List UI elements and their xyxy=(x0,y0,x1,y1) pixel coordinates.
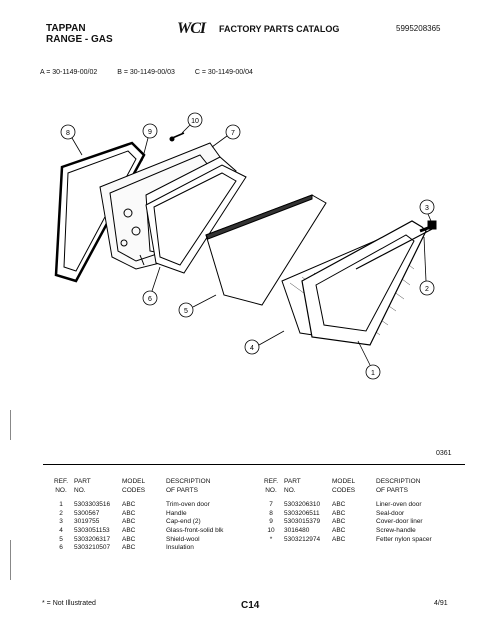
table-header-row xyxy=(258,478,432,495)
scan-artifact xyxy=(10,540,11,580)
callout-5 xyxy=(179,295,216,317)
svg-text:8: 8 xyxy=(66,130,70,137)
model-b: B = 30-1149-00/03 xyxy=(117,69,175,76)
table-row: 5 5303206317 ABC Shield-wool xyxy=(59,535,200,543)
wci-logo: WCI xyxy=(177,20,206,37)
revision-date: 4/91 xyxy=(434,600,448,607)
model-list xyxy=(40,69,271,76)
product-line: RANGE - GAS xyxy=(46,34,113,45)
table-header-row xyxy=(48,478,223,495)
table-row: 8 5303206511 ABC Seal-door xyxy=(269,509,405,517)
table-row: 7 5303206310 ABC Liner-oven door xyxy=(269,501,422,509)
header-ref: REF. NO. xyxy=(53,478,69,494)
header-part: PART NO. xyxy=(284,478,301,494)
scan-artifact xyxy=(10,410,11,440)
not-illustrated-note: * = Not Illustrated xyxy=(42,600,96,607)
table-row: 3 3019755 ABC Cap-end (2) xyxy=(59,518,201,526)
model-a: A = 30-1149-00/02 xyxy=(40,69,98,76)
svg-text:3: 3 xyxy=(425,205,429,212)
brand-block xyxy=(46,23,113,45)
header-model: MODEL CODES xyxy=(332,478,356,494)
svg-text:1: 1 xyxy=(371,370,375,377)
header-desc: DESCRIPTION OF PARTS xyxy=(166,478,211,494)
header-part: PART NO. xyxy=(74,478,91,494)
callout-1 xyxy=(358,341,380,379)
callout-8 xyxy=(61,125,82,155)
callout-6 xyxy=(143,267,160,305)
svg-text:9: 9 xyxy=(148,129,152,136)
figure-number: 0361 xyxy=(436,450,452,457)
svg-text:2: 2 xyxy=(425,286,429,293)
parts-table-right xyxy=(258,478,432,544)
callout-3 xyxy=(420,200,434,221)
parts-table-left xyxy=(48,478,223,553)
end-cap-shape xyxy=(428,221,436,229)
header-desc: DESCRIPTION OF PARTS xyxy=(376,478,421,494)
svg-text:10: 10 xyxy=(191,118,199,125)
exploded-door-diagram xyxy=(40,95,470,445)
svg-text:4: 4 xyxy=(250,345,254,352)
svg-text:7: 7 xyxy=(231,130,235,137)
header-ref: REF. NO. xyxy=(263,478,279,494)
table-row: 1 5303303516 ABC Trim-oven door xyxy=(59,501,210,509)
table-divider xyxy=(43,464,465,465)
table-row: 2 5300567 ABC Handle xyxy=(59,509,187,517)
catalog-number: 5995208365 xyxy=(396,24,441,33)
callout-2 xyxy=(420,237,434,295)
table-row: 9 5303015379 ABC Cover-door liner xyxy=(269,518,423,526)
callout-4 xyxy=(245,331,284,354)
catalog-title: FACTORY PARTS CATALOG xyxy=(219,24,340,34)
table-row: 4 5303051153 ABC Glass-front-solid blk xyxy=(59,526,224,534)
table-row: 6 5303210507 ABC Insulation xyxy=(59,544,194,552)
svg-text:5: 5 xyxy=(184,308,188,315)
table-row: 10 3016480 ABC Screw-handle xyxy=(267,526,416,534)
model-c: C = 30-1149-00/04 xyxy=(194,69,253,76)
brand-name: TAPPAN xyxy=(46,23,86,34)
page-number: C14 xyxy=(241,600,260,611)
svg-text:6: 6 xyxy=(148,296,152,303)
callout-7 xyxy=(212,125,240,147)
callout-10 xyxy=(182,113,202,133)
header-model: MODEL CODES xyxy=(122,478,146,494)
table-row: * 5303212974 ABC Fetter nylon spacer xyxy=(269,535,432,543)
